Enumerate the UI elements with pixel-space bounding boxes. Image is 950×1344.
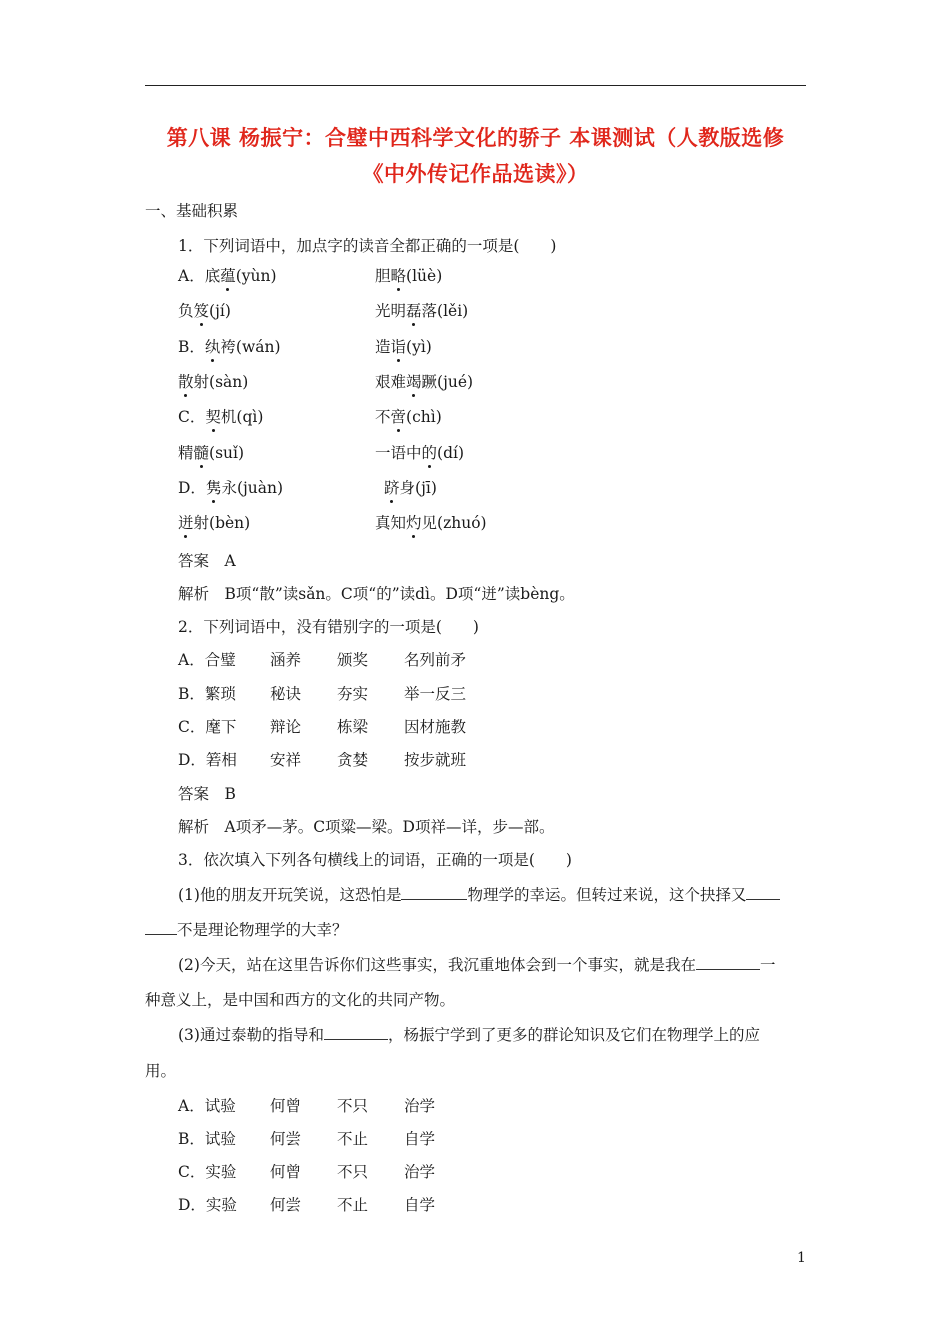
q1-option-b2: 造诣(yì) bbox=[375, 338, 432, 356]
q1-option-d4: 真知灼见(zhuó) bbox=[375, 514, 487, 532]
q1-answer: 答案 A bbox=[178, 552, 236, 570]
q1-option-c4: 一语中的(dí) bbox=[375, 444, 465, 462]
q1-option-b1: B．纨袴(wán) bbox=[178, 338, 281, 356]
q3-sentence3: (3)通过泰勒的指导和 ，杨振宁学到了更多的群论知识及它们在物理学上的应 bbox=[178, 1026, 760, 1044]
q1-option-d2: 跻身(jī) bbox=[384, 479, 437, 497]
q1-option-c2: 不啻(chì) bbox=[375, 408, 442, 426]
fill-blank bbox=[401, 885, 467, 900]
fill-blank bbox=[324, 1025, 388, 1040]
q1-option-c1: C．契机(qì) bbox=[178, 408, 264, 426]
fill-blank bbox=[696, 955, 760, 970]
q3-stem: 3．依次填入下列各句横线上的词语，正确的一项是( ) bbox=[178, 851, 572, 869]
q1-option-c3: 精髓(suǐ) bbox=[178, 444, 245, 462]
q2-answer: 答案 B bbox=[178, 785, 236, 803]
q1-analysis: 解析 B项“散”读sǎn。C项“的”读dì。D项“迸”读bèng。 bbox=[178, 585, 575, 603]
q1-option-d3: 迸射(bèn) bbox=[178, 514, 251, 532]
fill-blank bbox=[145, 920, 177, 935]
page-number: 1 bbox=[797, 1250, 806, 1266]
q1-option-b3: 散射(sàn) bbox=[178, 373, 249, 391]
fill-blank bbox=[746, 885, 780, 900]
q2-analysis: 解析 A项矛—茅。C项粱—梁。D项祥—详，步—部。 bbox=[178, 818, 555, 836]
q1-option-a2: 胆略(lüè) bbox=[375, 267, 443, 285]
document-title-line1: 第八课 杨振宁：合璧中西科学文化的骄子 本课测试（人教版选修 bbox=[166, 126, 785, 150]
q3-sentence2-cont: 种意义上，是中国和西方的文化的共同产物。 bbox=[145, 991, 456, 1009]
q2-stem: 2．下列词语中，没有错别字的一项是( ) bbox=[178, 618, 479, 636]
q1-option-a1: A．底蕴(yùn) bbox=[178, 267, 277, 285]
q1-option-b4: 艰难竭蹶(jué) bbox=[375, 373, 474, 391]
q1-stem: 1．下列词语中，加点字的读音全都正确的一项是( ) bbox=[178, 237, 557, 255]
q3-sentence1: (1)他的朋友开玩笑说，这恐怕是 物理学的幸运。但转过来说，这个抉择又 bbox=[178, 885, 780, 905]
q3-sentence2: (2)今天，站在这里告诉你们这些事实，我沉重地体会到一个事实，就是我在 一 bbox=[178, 956, 776, 974]
q1-option-a3: 负笈(jí) bbox=[178, 302, 231, 320]
header-rule bbox=[145, 85, 806, 86]
q3-sentence1-cont: 不是理论物理学的大幸？ bbox=[145, 920, 348, 940]
q3-sentence3-cont: 用。 bbox=[145, 1062, 177, 1080]
q1-option-d1: D．隽永(juàn) bbox=[178, 479, 284, 497]
q1-option-a4: 光明磊落(lěi) bbox=[375, 302, 469, 320]
document-title-line2: 《中外传记作品选读》） bbox=[362, 162, 589, 186]
section-heading: 一、基础积累 bbox=[145, 202, 239, 220]
